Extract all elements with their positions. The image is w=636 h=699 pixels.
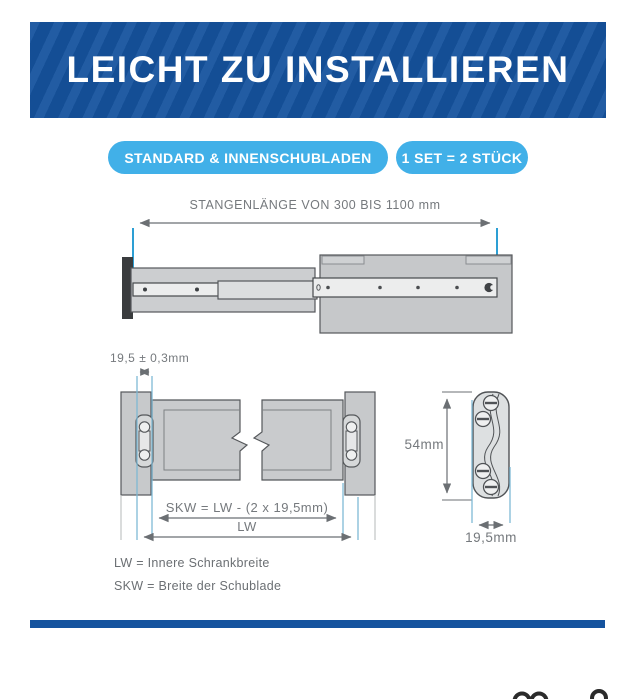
slide-height-dimension-label: 54mm: [404, 437, 444, 452]
rivet: [455, 286, 459, 290]
slide-depth-dimension-label: 19,5mm: [465, 530, 517, 545]
slide-profile-left: [136, 415, 153, 467]
badge-drawer-type-label: STANDARD & INNENSCHUBLADEN: [124, 149, 372, 166]
drawer-box-right: [254, 400, 343, 480]
cross-section-drawing: [121, 372, 375, 540]
cropped-watermark: [495, 685, 625, 699]
mounting-notch-left: [322, 256, 364, 264]
rivet: [143, 288, 147, 292]
cabinet-width-label: LW: [237, 519, 257, 534]
legend-lw-definition: LW = Innere Schrankbreite: [114, 556, 270, 570]
badge-set-count: [396, 141, 528, 174]
slide-inner-strip-right: [313, 278, 497, 297]
rivet: [378, 286, 382, 290]
badge-set-count-label: 1 SET = 2 STÜCK: [401, 149, 523, 166]
rivet: [326, 286, 330, 290]
rivet: [416, 286, 420, 290]
legend-skw-definition: SKW = Breite der Schublade: [114, 579, 282, 593]
drawer-box-left: [152, 400, 247, 480]
mounting-notch-right: [466, 256, 511, 264]
latch-mark-cut: [490, 285, 495, 290]
side-profile-view: [442, 392, 510, 525]
slide-profile-right: [343, 415, 360, 467]
badge-drawer-type: [108, 141, 388, 174]
extended-slide-drawing: [122, 223, 512, 333]
technical-drawing: [0, 195, 636, 625]
drawer-width-formula-label: SKW = LW - (2 x 19,5mm): [165, 500, 329, 515]
rivet: [195, 288, 199, 292]
bottom-divider-bar: [30, 620, 605, 628]
slide-middle-segment: [218, 281, 317, 299]
slide-thickness-dimension-label: 19,5 ± 0,3mm: [110, 351, 190, 365]
page-title: LEICHT ZU INSTALLIEREN: [66, 49, 570, 90]
rail-length-dimension-label: STANGENLÄNGE VON 300 BIS 1100 mm: [189, 198, 441, 212]
title-banner: [30, 22, 606, 118]
